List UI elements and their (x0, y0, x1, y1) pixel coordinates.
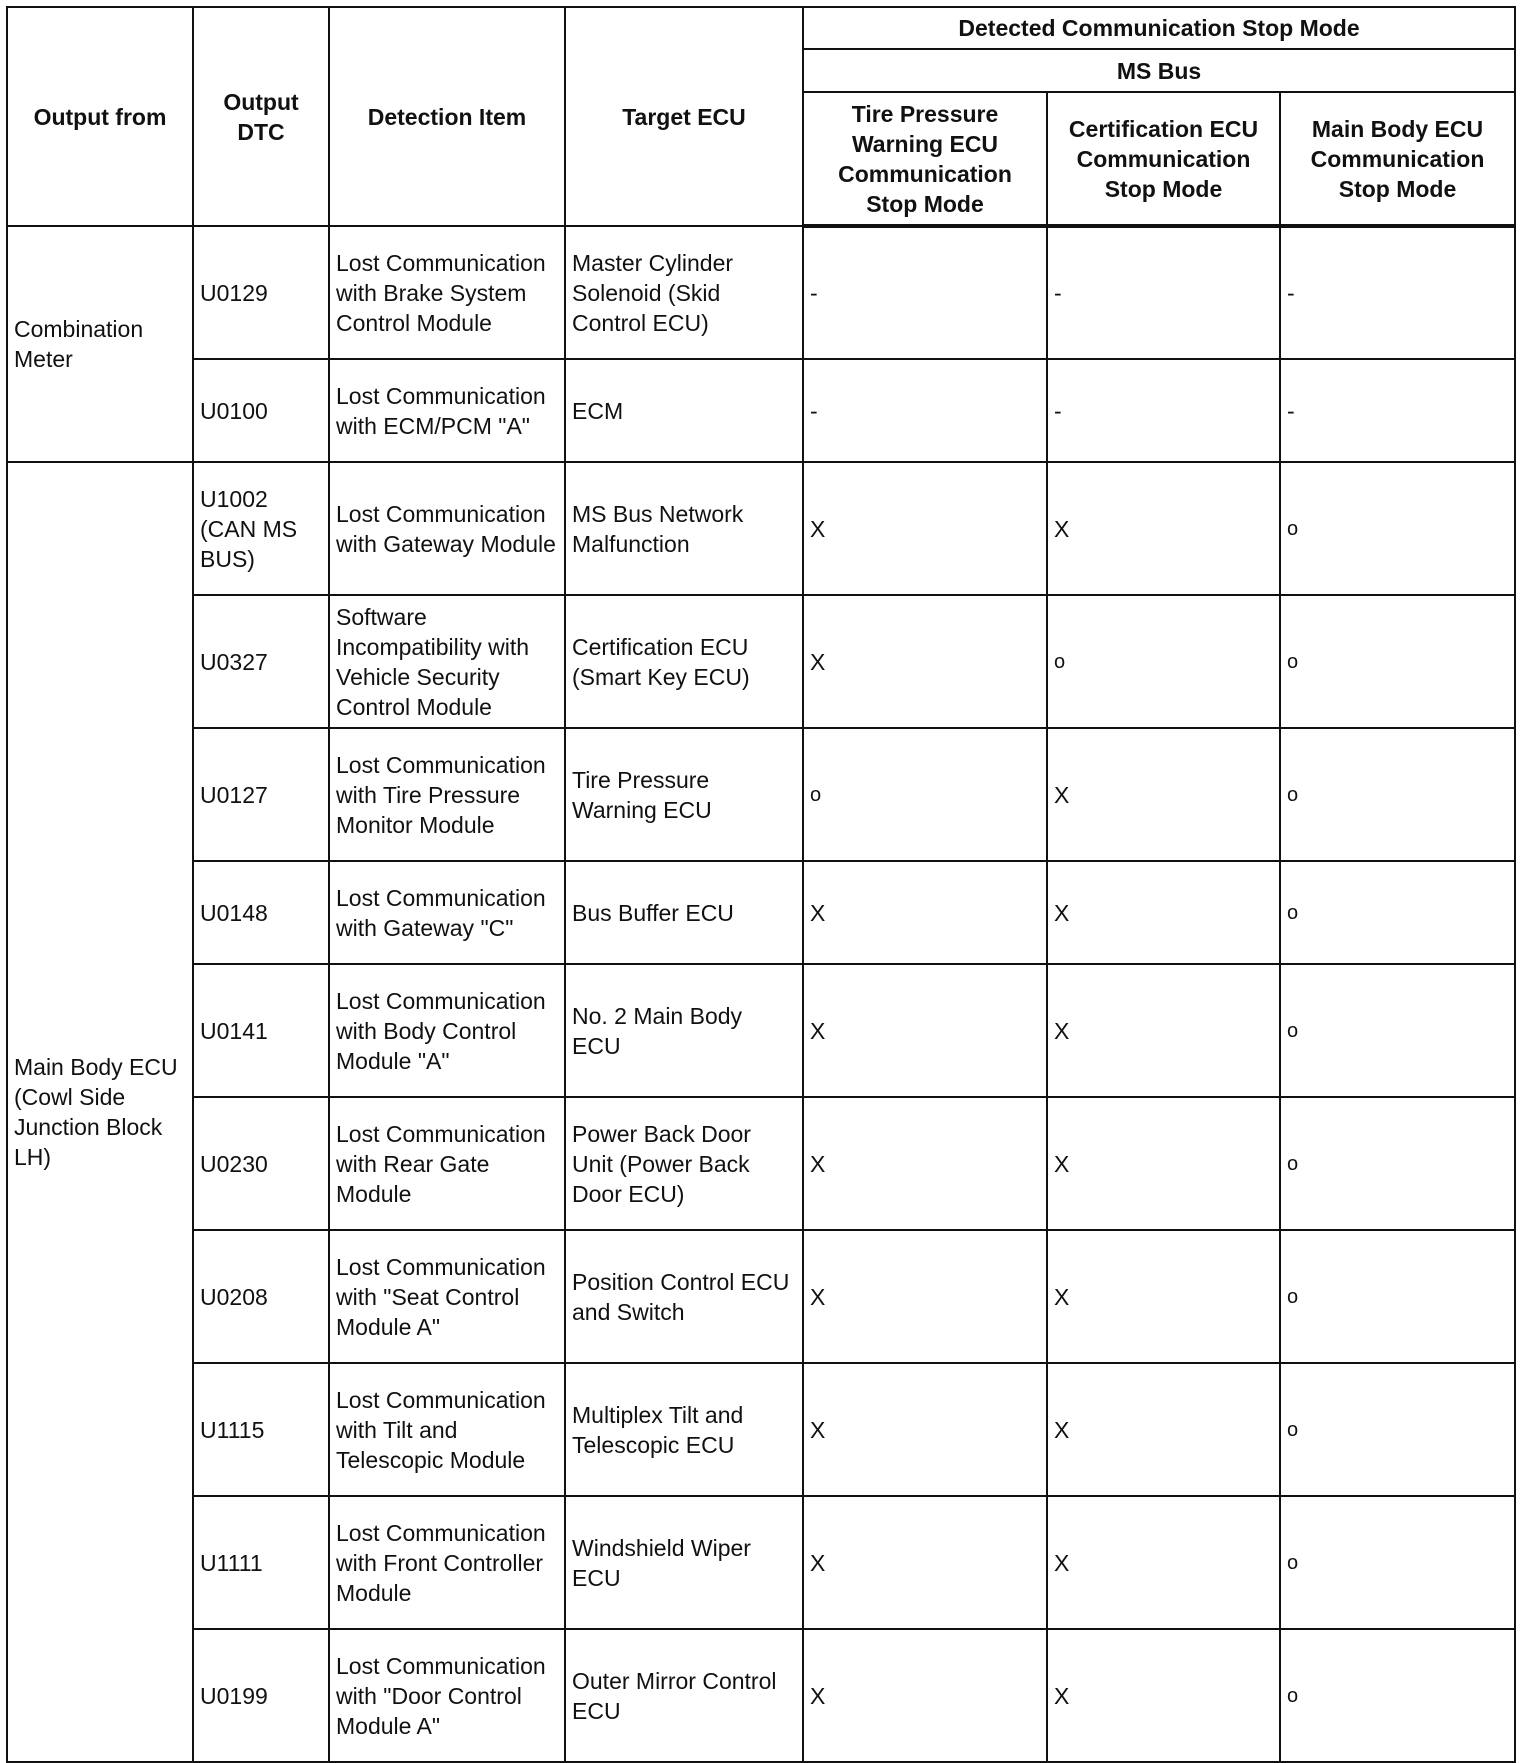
header-certification-mode: Certification ECU Communication Stop Mode (1047, 92, 1280, 226)
dtc-cell: U0100 (193, 359, 329, 462)
dtc-cell: U0199 (193, 1629, 329, 1762)
target-ecu-cell: Master Cylinder Solenoid (Skid Control ECU) (565, 226, 803, 359)
target-ecu-cell: Position Control ECU and Switch (565, 1230, 803, 1363)
main-body-mode-cell: o (1280, 1496, 1515, 1629)
tire-pressure-mode-cell: X (803, 964, 1047, 1097)
main-body-mode-cell: o (1280, 1363, 1515, 1496)
tire-pressure-mode-cell: X (803, 1629, 1047, 1762)
dtc-cell: U1115 (193, 1363, 329, 1496)
header-target-ecu: Target ECU (565, 7, 803, 226)
certification-mode-cell: X (1047, 1363, 1280, 1496)
certification-mode-cell: X (1047, 861, 1280, 964)
target-ecu-cell: Multiplex Tilt and Telescopic ECU (565, 1363, 803, 1496)
certification-mode-cell: - (1047, 226, 1280, 359)
header-output-from: Output from (7, 7, 193, 226)
dtc-cell: U0129 (193, 226, 329, 359)
detection-item-cell: Lost Communication with Gateway "C" (329, 861, 565, 964)
target-ecu-cell: Certification ECU (Smart Key ECU) (565, 595, 803, 728)
tire-pressure-mode-cell: X (803, 595, 1047, 728)
certification-mode-cell: X (1047, 1496, 1280, 1629)
detection-item-cell: Lost Communication with Body Control Module "A" (329, 964, 565, 1097)
target-ecu-cell: Outer Mirror Control ECU (565, 1629, 803, 1762)
main-body-mode-cell: o (1280, 964, 1515, 1097)
table-row (7, 1363, 1515, 1496)
tire-pressure-mode-cell: - (803, 359, 1047, 462)
detection-item-cell: Lost Communication with Tilt and Telescopic Module (329, 1363, 565, 1496)
table-row (7, 728, 1515, 861)
target-ecu-cell: ECM (565, 359, 803, 462)
header-main-body-mode: Main Body ECU Communication Stop Mode (1280, 92, 1515, 226)
detection-item-cell: Lost Communication with ECM/PCM "A" (329, 359, 565, 462)
detection-item-cell: Lost Communication with Brake System Control Module (329, 226, 565, 359)
table-body (7, 226, 1515, 1762)
table-row (7, 964, 1515, 1097)
detection-item-cell: Lost Communication with "Seat Control Module A" (329, 1230, 565, 1363)
main-body-mode-cell: o (1280, 462, 1515, 595)
target-ecu-cell: Bus Buffer ECU (565, 861, 803, 964)
certification-mode-cell: X (1047, 964, 1280, 1097)
dtc-table (6, 6, 1516, 1763)
detection-item-cell: Lost Communication with Rear Gate Module (329, 1097, 565, 1230)
tire-pressure-mode-cell: X (803, 1097, 1047, 1230)
detection-item-cell: Lost Communication with Gateway Module (329, 462, 565, 595)
table-row (7, 1629, 1515, 1762)
table-row (7, 462, 1515, 595)
header-detected-mode: Detected Communication Stop Mode (803, 7, 1515, 49)
tire-pressure-mode-cell: o (803, 728, 1047, 861)
target-ecu-cell: Tire Pressure Warning ECU (565, 728, 803, 861)
main-body-mode-cell: o (1280, 1629, 1515, 1762)
main-body-mode-cell: o (1280, 728, 1515, 861)
main-body-mode-cell: - (1280, 226, 1515, 359)
main-body-mode-cell: o (1280, 1230, 1515, 1363)
main-body-mode-cell: - (1280, 359, 1515, 462)
header-ms-bus: MS Bus (803, 49, 1515, 92)
table-row (7, 1097, 1515, 1230)
target-ecu-cell: Power Back Door Unit (Power Back Door ECU) (565, 1097, 803, 1230)
detection-item-cell: Lost Communication with Tire Pressure Monitor Module (329, 728, 565, 861)
output-from-cell: Main Body ECU (Cowl Side Junction Block LH) (7, 462, 193, 1762)
table-row (7, 861, 1515, 964)
header-tire-pressure-mode: Tire Pressure Warning ECU Communication Stop Mode (803, 92, 1047, 226)
table-header (7, 7, 1515, 226)
dtc-cell: U1002 (CAN MS BUS) (193, 462, 329, 595)
tire-pressure-mode-cell: X (803, 1230, 1047, 1363)
target-ecu-cell: No. 2 Main Body ECU (565, 964, 803, 1097)
detection-item-cell: Lost Communication with "Door Control Module A" (329, 1629, 565, 1762)
table-row (7, 1496, 1515, 1629)
certification-mode-cell: X (1047, 1629, 1280, 1762)
detection-item-cell: Software Incompatibility with Vehicle Security Control Module (329, 595, 565, 728)
output-from-cell: Combination Meter (7, 226, 193, 462)
dtc-cell: U0230 (193, 1097, 329, 1230)
dtc-cell: U0141 (193, 964, 329, 1097)
header-detection-item: Detection Item (329, 7, 565, 226)
certification-mode-cell: o (1047, 595, 1280, 728)
table-row (7, 359, 1515, 462)
table-row (7, 595, 1515, 728)
dtc-cell: U1111 (193, 1496, 329, 1629)
certification-mode-cell: X (1047, 1230, 1280, 1363)
main-body-mode-cell: o (1280, 861, 1515, 964)
dtc-cell: U0127 (193, 728, 329, 861)
main-body-mode-cell: o (1280, 1097, 1515, 1230)
tire-pressure-mode-cell: - (803, 226, 1047, 359)
tire-pressure-mode-cell: X (803, 1496, 1047, 1629)
table-row (7, 1230, 1515, 1363)
certification-mode-cell: - (1047, 359, 1280, 462)
dtc-cell: U0148 (193, 861, 329, 964)
tire-pressure-mode-cell: X (803, 1363, 1047, 1496)
dtc-cell: U0208 (193, 1230, 329, 1363)
target-ecu-cell: MS Bus Network Malfunction (565, 462, 803, 595)
table-row (7, 226, 1515, 359)
tire-pressure-mode-cell: X (803, 861, 1047, 964)
target-ecu-cell: Windshield Wiper ECU (565, 1496, 803, 1629)
certification-mode-cell: X (1047, 1097, 1280, 1230)
tire-pressure-mode-cell: X (803, 462, 1047, 595)
dtc-cell: U0327 (193, 595, 329, 728)
main-body-mode-cell: o (1280, 595, 1515, 728)
header-output-dtc: Output DTC (193, 7, 329, 226)
certification-mode-cell: X (1047, 462, 1280, 595)
detection-item-cell: Lost Communication with Front Controller Module (329, 1496, 565, 1629)
certification-mode-cell: X (1047, 728, 1280, 861)
